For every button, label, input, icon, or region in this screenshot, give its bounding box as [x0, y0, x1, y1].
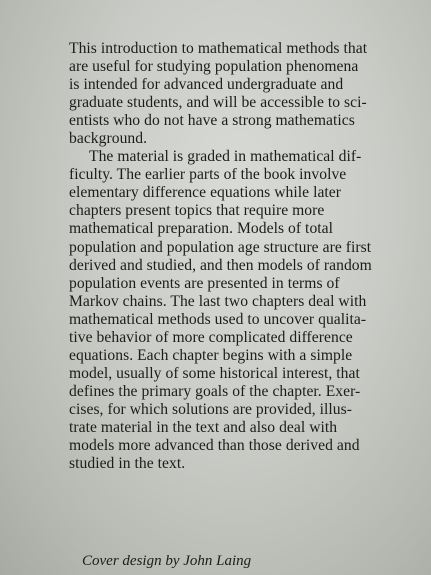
blurb-text — [69, 40, 399, 473]
paragraph-2-line: defines the primary goals of the chapter. Exer- — [69, 382, 361, 400]
paragraph-2-line: studied in the text. — [69, 455, 186, 473]
paragraph-2-line: population events are presented in terms of — [69, 274, 340, 292]
paragraph-2-line: mathematical preparation. Models of total — [69, 220, 334, 238]
paragraph-1-line: background. — [69, 130, 148, 148]
paragraph-2-line: The material is graded in mathematical dif- — [89, 148, 362, 166]
paragraph-1-line: entists who do not have a strong mathematics — [69, 112, 355, 130]
paragraph-2-line: tive behavior of more complicated difference — [69, 328, 353, 346]
paragraph-2-line: elementary difference equations while later — [69, 184, 342, 202]
paragraph-2-line: trate material in the text and also deal with — [69, 418, 338, 436]
paragraph-2-line: ficulty. The earlier parts of the book involve — [69, 166, 347, 184]
paragraph-1-line: This introduction to mathematical methods that — [69, 40, 368, 57]
paragraph-2-line: model, usually of some historical interest, that — [69, 364, 360, 382]
paragraph-2-line: Markov chains. The last two chapters deal with — [69, 292, 367, 310]
paragraph-2-line: derived and studied, and then models of random — [69, 256, 372, 274]
paragraph-2-line: chapters present topics that require more — [69, 202, 325, 220]
paragraph-2-line: equations. Each chapter begins with a simple — [69, 346, 353, 364]
paragraph-2-line: cises, for which solutions are provided, illus- — [69, 400, 352, 418]
paragraph-1-line: graduate students, and will be accessible to sci- — [69, 94, 367, 112]
paragraph-2-line: mathematical methods used to uncover qualita- — [69, 310, 367, 328]
cover-design-credit: Cover design by John Laing — [82, 553, 252, 569]
paragraph-1-line: is intended for advanced undergraduate and — [69, 76, 344, 94]
paragraph-2-line: models more advanced than those derived and — [69, 437, 360, 455]
paragraph-2-line: population and population age structure are first — [69, 238, 372, 256]
paragraph-1-line: are useful for studying population phenomena — [69, 58, 359, 76]
